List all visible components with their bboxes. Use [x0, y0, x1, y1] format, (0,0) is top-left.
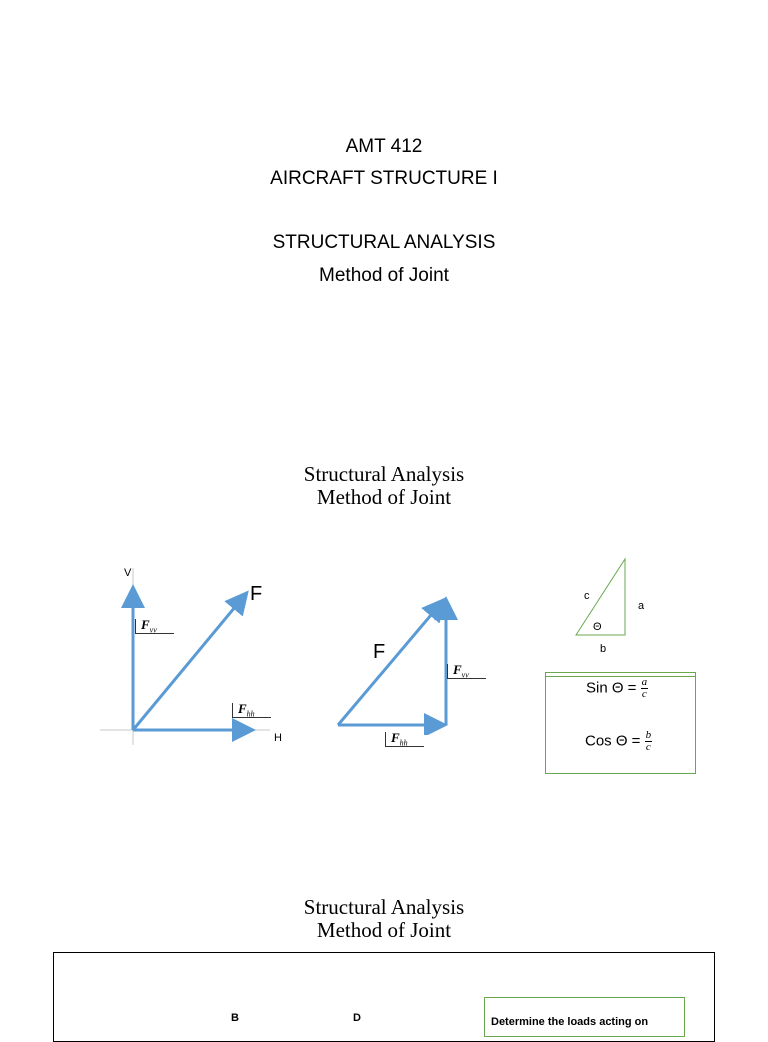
node-b-label: B [231, 1012, 239, 1024]
fh-label-axes: $F_{hh}$ [232, 700, 249, 719]
fv-label-axes: $F_{vv}$ [135, 616, 151, 635]
problem-statement-text: Determine the loads acting on [491, 1016, 649, 1028]
slide3-title-line1: Structural Analysis [303, 895, 465, 919]
fv-label-triangle: $F_{vv}$ [447, 661, 463, 680]
slide2-title-line1: Structural Analysis [303, 462, 465, 486]
cos-formula: Cos Θ = $\frac{b}{c}$ [585, 729, 652, 753]
h-axis-label: H [274, 732, 282, 744]
side-c-label: c [584, 590, 590, 602]
problem-statement-box [484, 997, 685, 1037]
force-label-axes: F [250, 583, 263, 605]
course-title: AIRCRAFT STRUCTURE I [270, 168, 498, 189]
resultant-vector [338, 602, 442, 725]
v-axis-label: V [124, 567, 132, 579]
slide2-title-line2: Method of Joint [316, 485, 452, 509]
fh-label-triangle: $F_{hh}$ [385, 729, 402, 748]
node-d-label: D [353, 1012, 361, 1024]
axes-vector-diagram [95, 560, 295, 750]
theta-label: Θ [593, 621, 602, 633]
subtopic-title: Method of Joint [319, 265, 449, 286]
side-a-label: a [638, 600, 645, 612]
topic-title: STRUCTURAL ANALYSIS [272, 232, 496, 253]
course-code: AMT 412 [345, 136, 423, 157]
sin-formula: Sin Θ = $\frac{a}{c}$ [586, 676, 648, 700]
force-label-triangle: F [373, 641, 386, 663]
slide3-title-line2: Method of Joint [316, 918, 452, 942]
side-b-label: b [600, 643, 607, 655]
force-triangle-diagram [330, 590, 460, 735]
